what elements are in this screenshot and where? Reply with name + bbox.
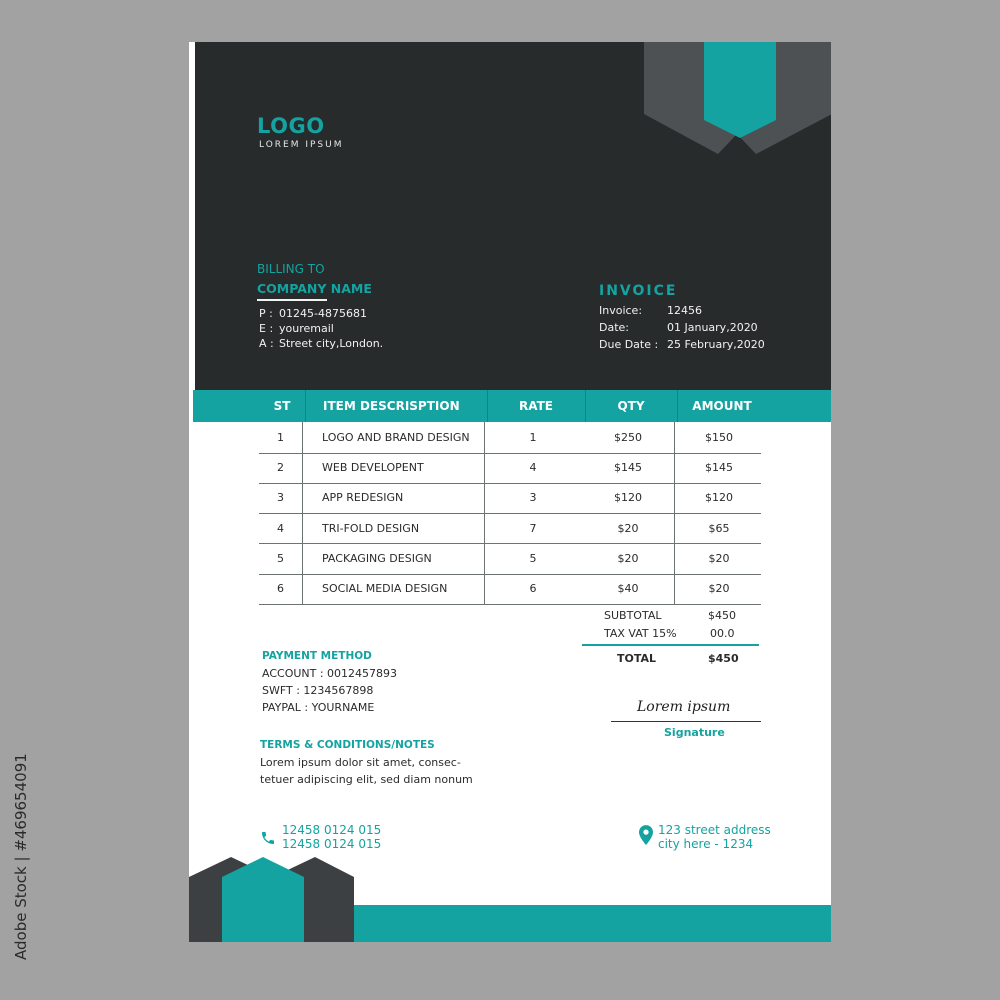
table-row-divider: [259, 483, 761, 484]
signature-label: Signature: [664, 726, 725, 739]
invoice-due-label: Due Date :: [599, 338, 659, 351]
footer-address-2: city here - 1234: [658, 837, 754, 851]
contact-email-value: youremail: [279, 322, 334, 335]
footer-decoration-icon: [189, 857, 354, 942]
payment-title: PAYMENT METHOD: [262, 650, 372, 662]
cell-qty: $20: [617, 552, 639, 565]
invoice-date: 01 January,2020: [667, 321, 758, 334]
billing-label: BILLING TO: [257, 262, 325, 276]
location-pin-icon: [639, 825, 653, 845]
table-row-divider: [259, 513, 761, 514]
table-row-divider: [259, 604, 761, 605]
totals-divider: [582, 644, 759, 646]
table-row-divider: [259, 543, 761, 544]
phone-icon: [260, 830, 276, 846]
cell-amount: $145: [705, 461, 733, 474]
header-description: ITEM DESCRISPTION: [323, 399, 460, 413]
invoice-number-row: [599, 304, 702, 317]
contact-phone-value: 01245-4875681: [279, 307, 367, 320]
cell-description: LOGO AND BRAND DESIGN: [322, 431, 470, 444]
invoice-number: 12456: [667, 304, 702, 317]
terms-line-2: tetuer adipiscing elit, sed diam nonum: [260, 773, 473, 786]
terms-line-1: Lorem ipsum dolor sit amet, consec-: [260, 756, 461, 769]
tax-value: 00.0: [710, 627, 735, 640]
company-underline: [257, 299, 327, 301]
header-rate: RATE: [519, 399, 553, 413]
table-header: [193, 390, 831, 422]
payment-account: ACCOUNT : 0012457893: [262, 667, 398, 680]
contact-email: [259, 322, 334, 335]
subtotal-label: SUBTOTAL: [604, 609, 662, 622]
logo-tagline: LOREM IPSUM: [259, 140, 344, 150]
cell-rate: 3: [529, 491, 537, 504]
cell-qty: $250: [614, 431, 642, 444]
cell-qty: $145: [614, 461, 642, 474]
invoice-due-date: 25 February,2020: [667, 338, 765, 351]
invoice-header: [195, 42, 831, 390]
cell-description: WEB DEVELOPENT: [322, 461, 424, 474]
cell-st: 4: [277, 522, 284, 535]
invoice-date-label: Date:: [599, 321, 629, 334]
cell-amount: $65: [708, 522, 730, 535]
cell-st: 1: [277, 431, 284, 444]
cell-description: PACKAGING DESIGN: [322, 552, 432, 565]
invoice-number-label: Invoice:: [599, 304, 643, 317]
footer-phone-1: 12458 0124 015: [282, 823, 382, 837]
subtotal-value: $450: [708, 609, 736, 622]
cell-rate: 5: [529, 552, 537, 565]
terms-title: TERMS & CONDITIONS/NOTES: [260, 739, 435, 751]
header-amount: AMOUNT: [692, 399, 752, 413]
footer-accent-bar: [339, 905, 831, 942]
tax-label: TAX VAT 15%: [604, 627, 677, 640]
cell-st: 3: [277, 491, 284, 504]
header-st: ST: [273, 399, 291, 413]
invoice-due-row: [599, 338, 765, 351]
contact-phone-key: P :: [259, 307, 273, 320]
invoice-date-row: [599, 321, 758, 334]
contact-address-key: A :: [259, 337, 274, 350]
table-row-divider: [259, 453, 761, 454]
footer-phone-2: 12458 0124 015: [282, 837, 382, 851]
stock-id-side: [12, 753, 32, 960]
cell-amount: $20: [708, 552, 730, 565]
contact-address: [259, 337, 383, 350]
cell-st: 6: [277, 582, 284, 595]
total-value: $450: [708, 652, 739, 665]
cell-qty: $40: [617, 582, 639, 595]
cell-rate: 7: [529, 522, 537, 535]
cell-description: SOCIAL MEDIA DESIGN: [322, 582, 448, 595]
contact-address-value: Street city,London.: [279, 337, 384, 350]
signature-script: Lorem ipsum: [637, 699, 731, 715]
invoice-title: INVOICE: [599, 283, 678, 299]
cell-amount: $20: [708, 582, 730, 595]
stock-id-text: Adobe Stock | #469654091: [12, 753, 30, 960]
header-qty: QTY: [617, 399, 645, 413]
cell-st: 2: [277, 461, 284, 474]
cell-rate: 1: [529, 431, 537, 444]
cell-description: TRI-FOLD DESIGN: [322, 522, 420, 535]
contact-phone: [259, 307, 367, 320]
invoice-sheet: [189, 42, 831, 942]
cell-qty: $20: [617, 522, 639, 535]
cell-amount: $150: [705, 431, 733, 444]
company-name: COMPANY NAME: [257, 281, 372, 296]
total-label: TOTAL: [617, 652, 657, 665]
header-decoration-icon: [644, 42, 831, 154]
cell-st: 5: [277, 552, 284, 565]
contact-email-key: E :: [259, 322, 274, 335]
signature-line: [611, 721, 761, 722]
cell-description: APP REDESIGN: [322, 491, 404, 504]
cell-amount: $120: [705, 491, 733, 504]
logo-text: LOGO: [257, 114, 325, 138]
payment-paypal: PAYPAL : YOURNAME: [262, 701, 375, 714]
footer-address-1: 123 street address: [658, 823, 771, 837]
cell-qty: $120: [614, 491, 642, 504]
cell-rate: 6: [529, 582, 537, 595]
table-row-divider: [259, 574, 761, 575]
payment-swift: SWFT : 1234567898: [262, 684, 374, 697]
cell-rate: 4: [529, 461, 537, 474]
